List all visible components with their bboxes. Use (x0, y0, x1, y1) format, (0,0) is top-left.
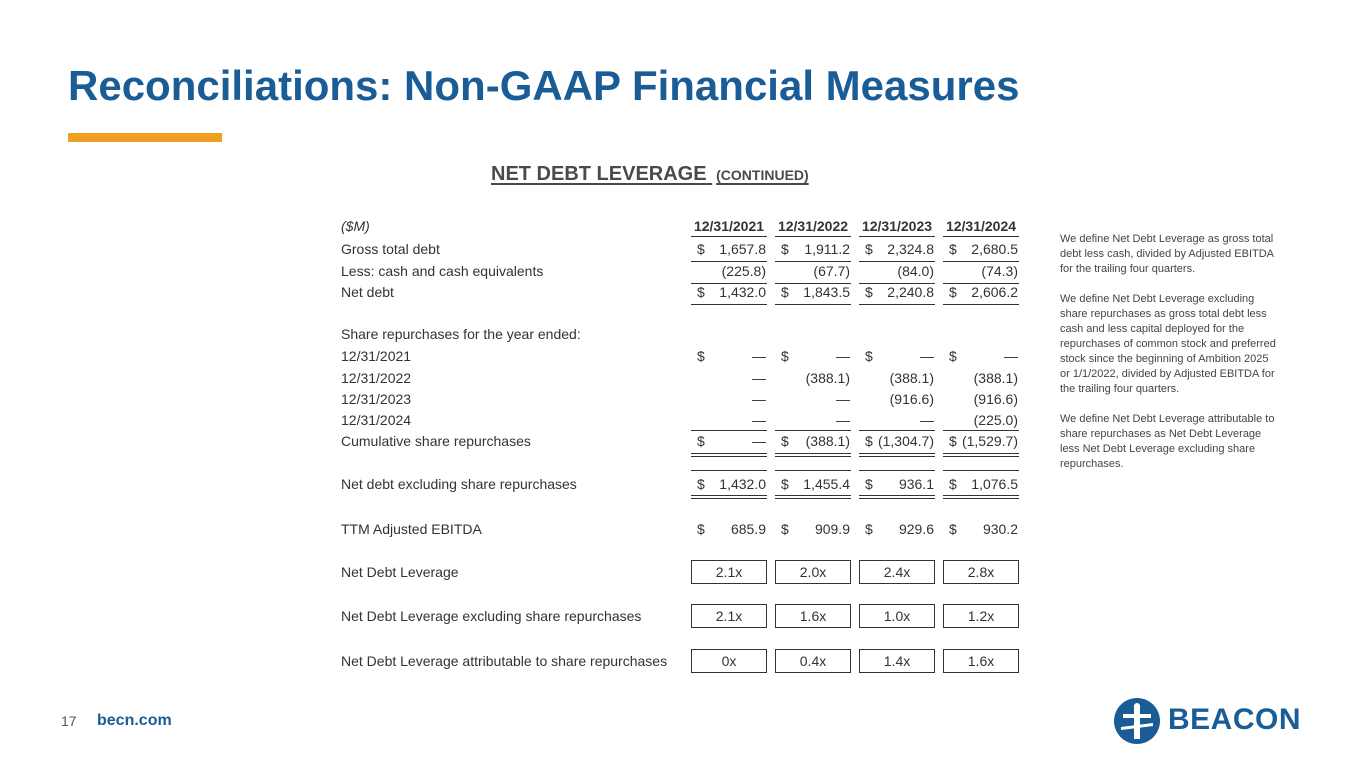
table-cell (943, 348, 1019, 368)
table-cell (775, 412, 851, 432)
table-rule (859, 430, 935, 431)
cell-value: 1,432.0 (719, 284, 766, 300)
table-rule (943, 495, 1019, 496)
currency-symbol: $ (949, 476, 957, 492)
table-rule (775, 261, 851, 262)
leverage-value-box: 2.4x (859, 560, 935, 584)
section-title-main: NET DEBT LEVERAGE (491, 163, 707, 185)
cell-value: (388.1) (889, 370, 934, 386)
leverage-value-box: 2.1x (691, 560, 767, 584)
currency-symbol: $ (865, 476, 873, 492)
table-rule (691, 470, 767, 471)
table-rule (859, 456, 935, 457)
cell-value: 1,432.0 (719, 476, 766, 492)
currency-symbol: $ (781, 521, 789, 537)
cell-value: 1,076.5 (971, 476, 1018, 492)
table-rule (691, 236, 767, 237)
leverage-value-box: 1.2x (943, 604, 1019, 628)
leverage-value-box: 2.1x (691, 604, 767, 628)
cell-value: (67.7) (813, 263, 850, 279)
cell-value: — (836, 412, 850, 428)
page-title: Reconciliations: Non-GAAP Financial Measures (68, 62, 1020, 109)
row-label: Net debt excluding share repurchases (341, 476, 577, 492)
table-cell (775, 370, 851, 390)
cell-value: (74.3) (981, 263, 1018, 279)
table-rule (943, 283, 1019, 284)
table-cell (943, 241, 1019, 261)
table-cell (943, 263, 1019, 283)
table-cell (859, 370, 935, 390)
cell-value: 1,657.8 (719, 241, 766, 257)
currency-symbol: $ (697, 521, 705, 537)
leverage-value-box: 2.0x (775, 560, 851, 584)
table-rule (859, 470, 935, 471)
cell-value: 2,606.2 (971, 284, 1018, 300)
currency-symbol: $ (949, 284, 957, 300)
cell-value: 909.9 (814, 521, 850, 537)
currency-symbol: $ (865, 348, 873, 364)
table-rule (775, 456, 851, 457)
row-label: Gross total debt (341, 241, 440, 257)
table-cell (691, 241, 767, 261)
table-rule (943, 456, 1019, 457)
table-rule (691, 304, 767, 305)
section-title-sub: (CONTINUED) (716, 167, 809, 183)
currency-symbol: $ (781, 284, 789, 300)
table-cell (691, 412, 767, 432)
table-cell (859, 412, 935, 432)
currency-symbol: $ (781, 348, 789, 364)
table-cell (859, 348, 935, 368)
table-rule (775, 430, 851, 431)
section-title (491, 163, 809, 186)
row-label: Net Debt Leverage excluding share repurchases (341, 608, 642, 624)
cell-value: (916.6) (973, 391, 1018, 407)
table-rule (775, 495, 851, 496)
footer-url-link[interactable]: becn.com (97, 712, 172, 729)
definitions-notes (1060, 232, 1280, 487)
table-rule (775, 236, 851, 237)
note-paragraph: We define Net Debt Leverage excluding share repurchases as gross total debt less cash and less capital deployed for the repurchases of common stock and preferred stock since the beginning of Ambition 2025 or 1/1/2022, divided by Adjusted EBITDA for the trailing four quarters. (1060, 293, 1276, 395)
table-rule (859, 261, 935, 262)
table-cell (859, 284, 935, 304)
table-rule (943, 236, 1019, 237)
table-rule (859, 283, 935, 284)
table-rule (691, 495, 767, 496)
currency-symbol: $ (949, 433, 957, 449)
table-rule (691, 430, 767, 431)
column-header: 12/31/2021 (693, 218, 765, 234)
cell-value: — (752, 348, 766, 364)
table-rule (943, 261, 1019, 262)
cell-value: (388.1) (805, 433, 850, 449)
row-label: 12/31/2023 (341, 391, 412, 407)
table-rule (943, 304, 1019, 305)
column-header: 12/31/2022 (777, 218, 849, 234)
row-label: Net Debt Leverage (341, 564, 459, 580)
cell-value: 2,324.8 (887, 241, 934, 257)
currency-symbol: $ (781, 433, 789, 449)
table-rule (691, 498, 767, 499)
table-cell (775, 284, 851, 304)
beacon-logo-text: BEACON (1168, 703, 1302, 736)
currency-symbol: $ (697, 348, 705, 364)
cell-value: 685.9 (730, 521, 766, 537)
cell-value: (388.1) (973, 370, 1018, 386)
table-cell (775, 433, 851, 453)
table-cell (859, 433, 935, 453)
leverage-value-box: 2.8x (943, 560, 1019, 584)
cell-value: 936.1 (898, 476, 934, 492)
unit-label: ($M) (341, 218, 370, 234)
cell-value: 929.6 (898, 521, 934, 537)
currency-symbol: $ (781, 241, 789, 257)
currency-symbol: $ (865, 433, 873, 449)
leverage-value-box: 1.0x (859, 604, 935, 628)
row-label: Cumulative share repurchases (341, 433, 531, 449)
cell-value: 930.2 (982, 521, 1018, 537)
leverage-value-box: 1.4x (859, 649, 935, 673)
cell-value: — (920, 412, 934, 428)
table-cell (775, 476, 851, 496)
table-rule (859, 453, 935, 454)
beacon-logo-icon (1113, 697, 1161, 745)
cell-value: — (1004, 348, 1018, 364)
currency-symbol: $ (697, 433, 705, 449)
currency-symbol: $ (949, 521, 957, 537)
cell-value: — (752, 412, 766, 428)
table-cell (943, 476, 1019, 496)
currency-symbol: $ (865, 241, 873, 257)
table-cell (691, 284, 767, 304)
table-cell (775, 391, 851, 411)
currency-symbol: $ (697, 241, 705, 257)
cell-value: (84.0) (897, 263, 934, 279)
table-rule (859, 304, 935, 305)
table-cell (775, 263, 851, 283)
table-rule (691, 453, 767, 454)
table-rule (943, 470, 1019, 471)
row-label: 12/31/2024 (341, 412, 412, 428)
table-cell (691, 391, 767, 411)
cell-value: 2,240.8 (887, 284, 934, 300)
currency-symbol: $ (697, 476, 705, 492)
leverage-value-box: 1.6x (775, 604, 851, 628)
table-rule (859, 495, 935, 496)
table-cell (859, 476, 935, 496)
cell-value: (916.6) (889, 391, 934, 407)
table-rule (775, 498, 851, 499)
table-cell (943, 370, 1019, 390)
page-number: 17 (61, 713, 77, 729)
cell-value: — (836, 348, 850, 364)
table-cell (691, 433, 767, 453)
row-label: Less: cash and cash equivalents (341, 263, 544, 279)
table-cell (859, 241, 935, 261)
leverage-value-box: 1.6x (943, 649, 1019, 673)
table-rule (859, 236, 935, 237)
table-rule (859, 498, 935, 499)
note-paragraph: We define Net Debt Leverage attributable to share repurchases as Net Debt Leverage less Net Debt Leverage excluding share repurchases. (1060, 413, 1275, 470)
currency-symbol: $ (949, 348, 957, 364)
cell-value: — (752, 391, 766, 407)
cell-value: — (752, 370, 766, 386)
cell-value: 1,843.5 (803, 284, 850, 300)
table-cell (859, 521, 935, 541)
table-rule (775, 453, 851, 454)
row-label: 12/31/2021 (341, 348, 412, 364)
note-paragraph: We define Net Debt Leverage as gross total debt less cash, divided by Adjusted EBITDA for the trailing four quarters. (1060, 233, 1274, 275)
leverage-value-box: 0x (691, 649, 767, 673)
currency-symbol: $ (949, 241, 957, 257)
cell-value: (1,529.7) (961, 433, 1018, 449)
currency-symbol: $ (865, 521, 873, 537)
table-rule (691, 261, 767, 262)
table-cell (775, 348, 851, 368)
row-label: 12/31/2022 (341, 370, 412, 386)
table-rule (943, 498, 1019, 499)
cell-value: (1,304.7) (877, 433, 934, 449)
beacon-logo (1113, 697, 1303, 747)
table-cell (691, 370, 767, 390)
table-cell (943, 412, 1019, 432)
title-accent-bar (68, 133, 222, 142)
row-label: Net debt (341, 284, 394, 300)
table-rule (691, 283, 767, 284)
table-cell (943, 284, 1019, 304)
table-cell (943, 521, 1019, 541)
cell-value: — (920, 348, 934, 364)
currency-symbol: $ (697, 284, 705, 300)
table-rule (943, 453, 1019, 454)
table-cell (943, 433, 1019, 453)
row-label: Share repurchases for the year ended: (341, 326, 581, 342)
table-rule (775, 304, 851, 305)
row-label: TTM Adjusted EBITDA (341, 521, 482, 537)
cell-value: 1,455.4 (803, 476, 850, 492)
cell-value: — (836, 391, 850, 407)
table-cell (859, 391, 935, 411)
table-cell (775, 241, 851, 261)
cell-value: (225.0) (973, 412, 1018, 428)
currency-symbol: $ (781, 476, 789, 492)
table-cell (691, 348, 767, 368)
cell-value: — (752, 433, 766, 449)
leverage-value-box: 0.4x (775, 649, 851, 673)
cell-value: 2,680.5 (971, 241, 1018, 257)
column-header: 12/31/2024 (945, 218, 1017, 234)
cell-value: (225.8) (721, 263, 766, 279)
table-rule (775, 283, 851, 284)
table-rule (691, 456, 767, 457)
table-cell (943, 391, 1019, 411)
table-rule (775, 470, 851, 471)
cell-value: 1,911.2 (804, 241, 850, 257)
column-header: 12/31/2023 (861, 218, 933, 234)
row-label: Net Debt Leverage attributable to share repurchases (341, 653, 668, 669)
currency-symbol: $ (865, 284, 873, 300)
table-cell (859, 263, 935, 283)
table-cell (691, 521, 767, 541)
table-rule (943, 430, 1019, 431)
table-cell (691, 263, 767, 283)
cell-value: (388.1) (805, 370, 850, 386)
table-cell (775, 521, 851, 541)
table-cell (691, 476, 767, 496)
